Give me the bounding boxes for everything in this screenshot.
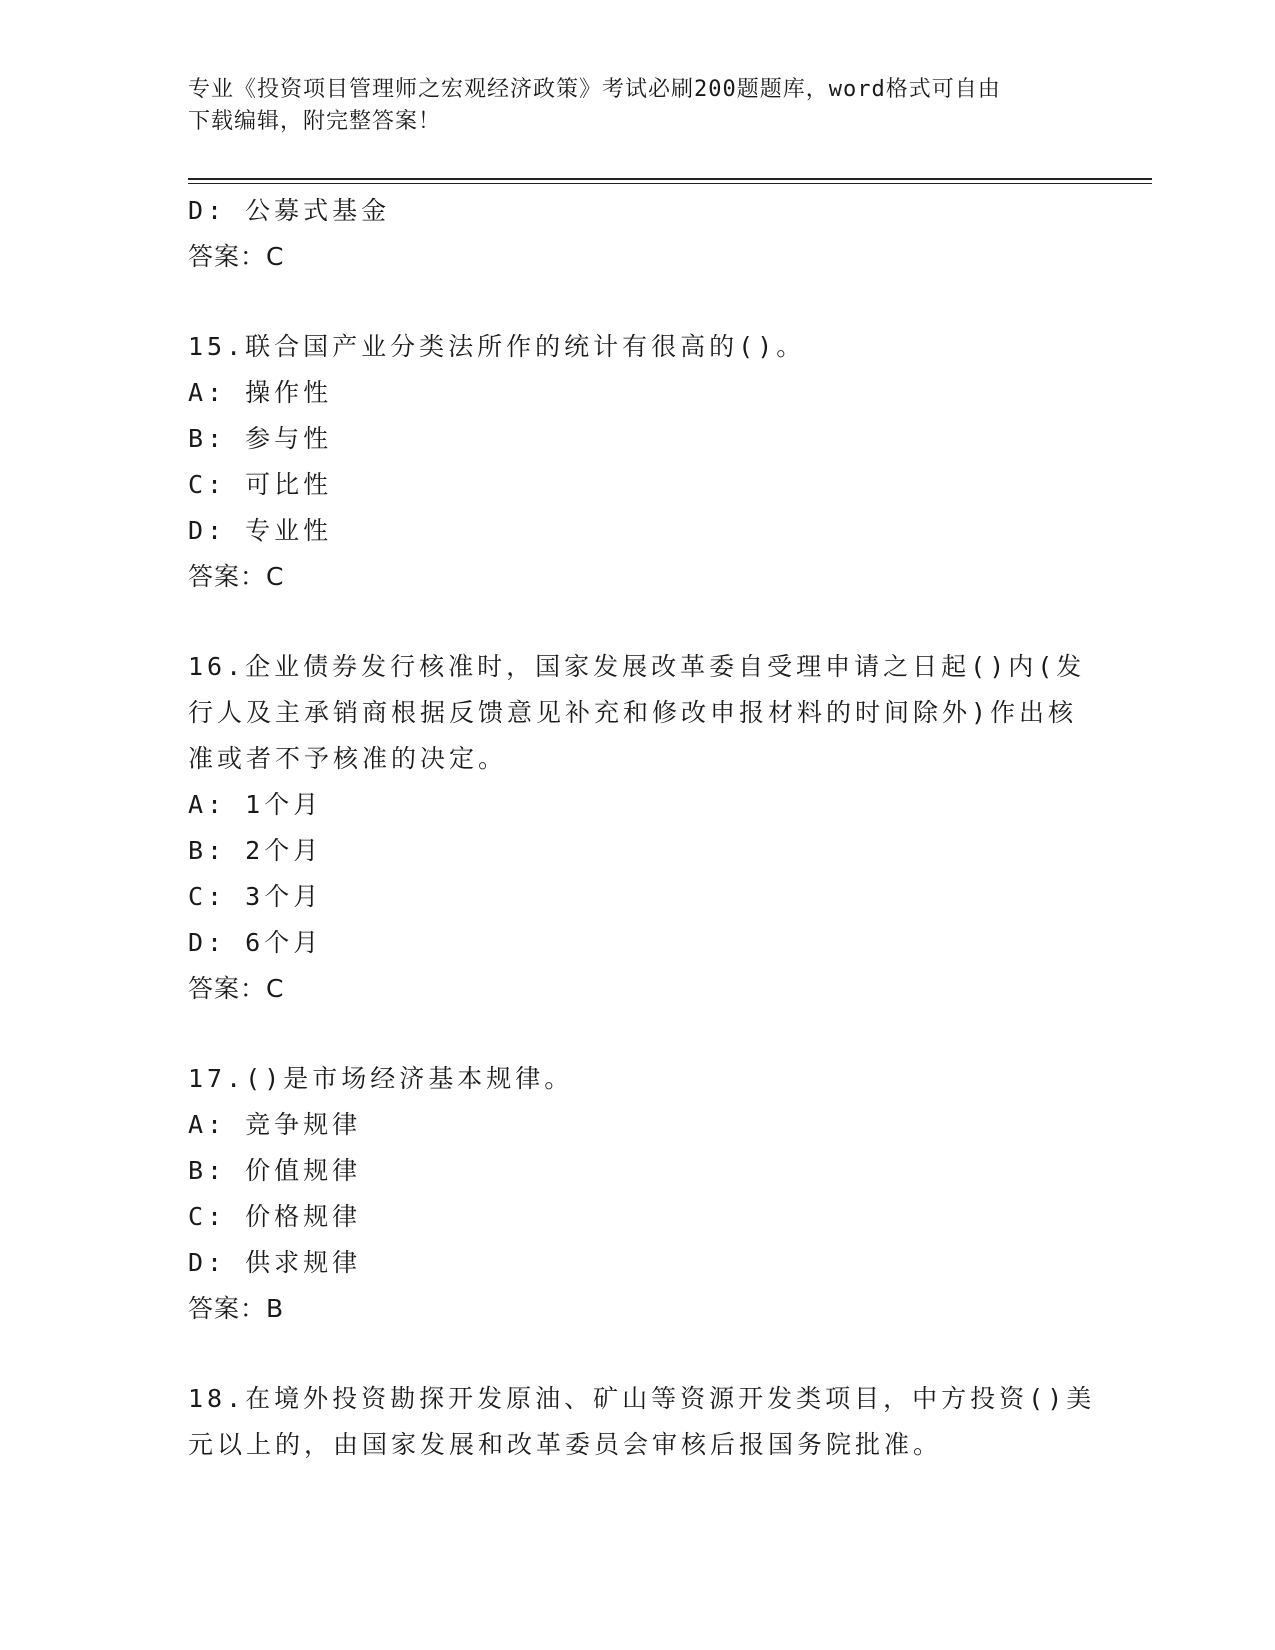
spacer [188,1012,1088,1056]
q15-answer: 答案：C [188,562,285,591]
q15-option-c: C: 可比性 [188,470,333,499]
header-divider-thin [188,183,1152,184]
spacer [188,1332,1088,1376]
q15-option-a: A: 操作性 [188,378,333,407]
q14-answer: 答案：C [188,242,285,271]
q15-option-d: D: 专业性 [188,516,333,545]
q16-option-a: A: 1个月 [188,790,323,819]
q18-stem-line-1: 18.在境外投资勘探开发原油、矿山等资源开发类项目，中方投资()美 [188,1384,1096,1413]
spacer [188,280,1088,324]
q17-option-d: D: 供求规律 [188,1248,362,1277]
header-line-1: 专业《投资项目管理师之宏观经济政策》考试必刷200题题库，word格式可自由 [188,77,1001,102]
q15-option-b: B: 参与性 [188,424,333,453]
q17-answer: 答案：B [188,1294,285,1323]
document-header [188,74,1068,138]
q16-stem-line-2: 行人及主承销商根据反馈意见补充和修改申报材料的时间除外)作出核 [188,698,1078,727]
q17-option-a: A: 竞争规律 [188,1110,362,1139]
q16-option-b: B: 2个月 [188,836,323,865]
q14-option-d: D: 公募式基金 [188,196,391,225]
question-content [188,188,1096,1468]
q16-stem-line-1: 16.企业债券发行核准时，国家发展改革委自受理申请之日起()内(发 [188,652,1086,681]
header-divider-thick [188,178,1152,180]
q15-stem: 15.联合国产业分类法所作的统计有很高的()。 [188,332,806,361]
q16-answer: 答案：C [188,974,285,1003]
q16-option-c: C: 3个月 [188,882,323,911]
q16-option-d: D: 6个月 [188,928,323,957]
header-line-2: 下载编辑，附完整答案！ [188,109,442,134]
q16-stem-line-3: 准或者不予核准的决定。 [188,744,508,773]
q18-stem-line-2: 元以上的，由国家发展和改革委员会审核后报国务院批准。 [188,1430,943,1459]
q17-option-c: C: 价格规律 [188,1202,362,1231]
q17-stem: 17.()是市场经济基本规律。 [188,1064,574,1093]
q17-option-b: B: 价值规律 [188,1156,362,1185]
spacer [188,600,1088,644]
